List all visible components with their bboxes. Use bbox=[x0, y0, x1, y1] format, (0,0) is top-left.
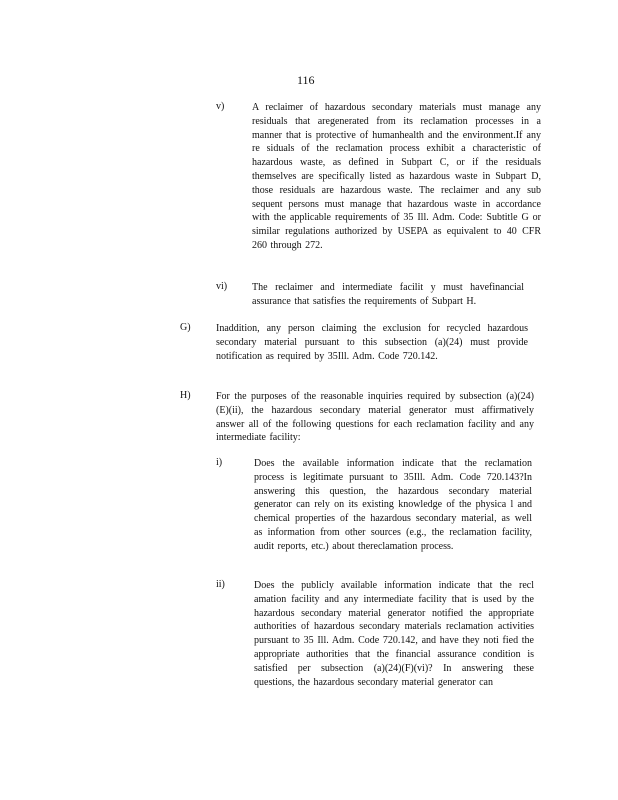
paragraph-ii bbox=[216, 579, 538, 689]
paragraph-label: G) bbox=[180, 322, 191, 333]
paragraph-v bbox=[216, 101, 546, 253]
paragraph-vi bbox=[216, 281, 546, 309]
paragraph-text: Does the publicly available information indicate that the recl amation facility and any intermediate facility that is used by the hazardous secondary material generator notified the appropriate authorities of hazardous secondary materials reclamation activities pursuant to 35 Ill. Adm. Code 720.142, and have they noti fied the appropriate authorities that the financial assurance condition is satisfied per subsection (a)(24)(F)(vi)? In answering these questions, the hazardous secondary material generator can bbox=[254, 580, 534, 688]
paragraph-label: ii) bbox=[216, 579, 225, 590]
paragraph-g bbox=[180, 322, 530, 363]
paragraph-text: The reclaimer and intermediate facilit y must havefinancial assurance that satisfies the requirements of Subpart H. bbox=[252, 282, 524, 307]
paragraph-h bbox=[180, 390, 535, 445]
paragraph-i bbox=[216, 457, 536, 554]
paragraph-text: Inaddition, any person claiming the exclusion for recycled hazardous secondary material pursuant to this subsection (a)(24) must provide notification as required by 35Ill. Adm. Code 720.142. bbox=[216, 323, 528, 362]
paragraph-label: vi) bbox=[216, 281, 228, 292]
paragraph-text: For the purposes of the reasonable inquiries required by subsection (a)(24)(E)(ii), the hazardous secondary material generator must affirmatively answer all of the following questions for each reclamation facility and any intermediate facility: bbox=[216, 391, 534, 444]
paragraph-text: Does the available information indicate that the reclamation process is legitimate pursuant to 35Ill. Adm. Code 720.143?In answering this question, the hazardous secondary material generator can rely on its existing knowledge of the physica l and chemical properties of the hazardous secondary material, as well as information from other sources (e.g., the reclamation facility, audit reports, etc.) about thereclamation process. bbox=[254, 458, 532, 552]
paragraph-text: A reclaimer of hazardous secondary materials must manage any residuals that aregenerated from its reclamation processes in a manner that is protective of humanhealth and the environment.If any re siduals of the reclamation process exhibit a characteristic of hazardous waste, as defined in Subpart C, or if the residuals themselves are specifically listed as hazardous waste in Subpart D, those residuals are hazardous waste. The reclaimer and any sub sequent persons must manage that hazardous waste in accordance with the applicable requirements of 35 Ill. Adm. Code: Subtitle G or similar regulations authorized by USEPA as equivalent to 40 CFR 260 through 272. bbox=[252, 102, 541, 251]
page-number: 116 bbox=[297, 73, 315, 87]
paragraph-label: i) bbox=[216, 457, 223, 468]
paragraph-label: H) bbox=[180, 390, 191, 401]
paragraph-label: v) bbox=[216, 101, 225, 112]
